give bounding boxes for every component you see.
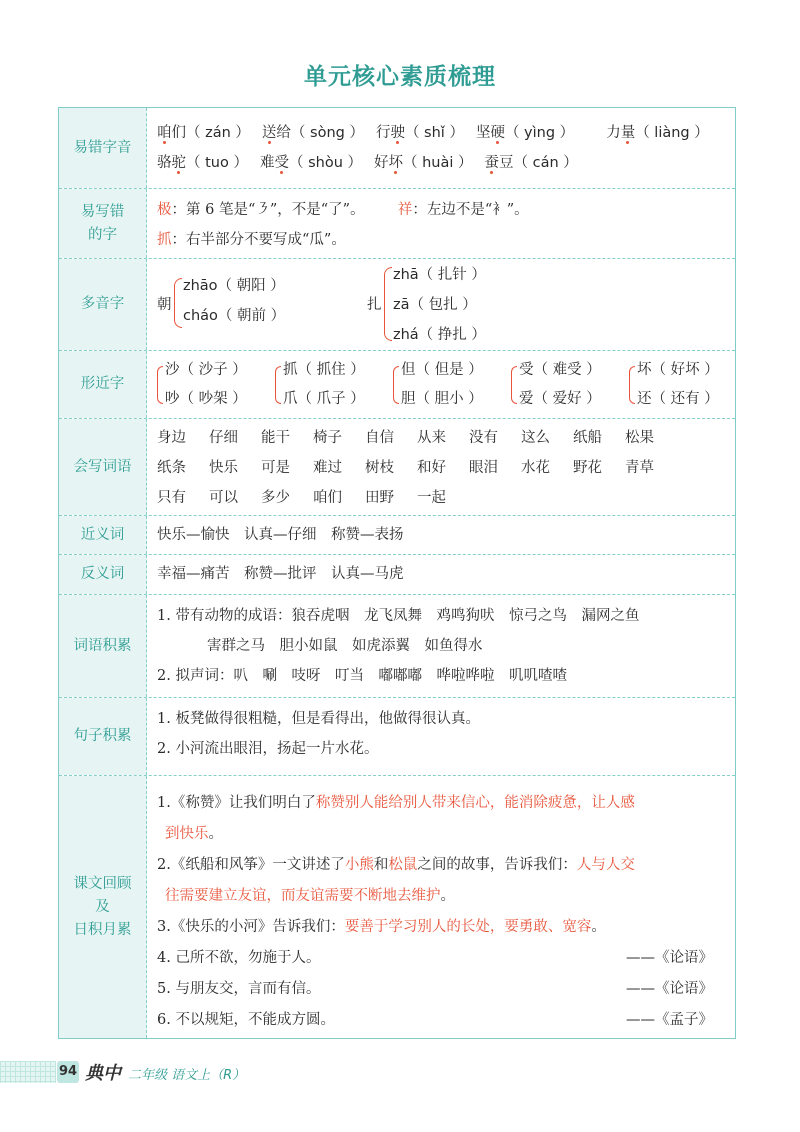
summary-table (58, 107, 736, 1039)
similar-char: 爪（ 爪子 ） (283, 391, 365, 407)
content-line: 1. 板凳做得很粗糙，但是看得出，他做得很认真。 (157, 711, 480, 727)
content-line: 害群之马 胆小如鼠 如虎添翼 如鱼得水 (207, 638, 483, 654)
note-text: ：右半部分不要写成“瓜”。 (171, 232, 346, 248)
content-line: 1. 带有动物的成语：狼吞虎咽 龙飞凤舞 鸡鸣狗吠 惊弓之鸟 漏网之鱼 (157, 608, 640, 624)
similar-char: 抓（ 抓住 ） (283, 362, 365, 378)
row-antonyms (59, 554, 735, 594)
review-item: 1.《称赞》让我们明白了称赞别人能给别人带来信心，能消除疲惫，让人感 (157, 795, 635, 811)
row-label: 会写词语 (59, 419, 147, 515)
vocab-word: 咱们 (313, 490, 342, 506)
row-label: 易写错 的字 (59, 189, 147, 258)
row-word-accumulation (59, 594, 735, 697)
review-item: 4. 己所不欲，勿施于人。 ——《论语》 (157, 943, 725, 974)
reading: zhá（ 挣扎 ） (393, 327, 486, 343)
reading: zā（ 包扎 ） (393, 297, 477, 313)
vocab-word: 和好 (417, 460, 446, 476)
review-item: 6. 不以规矩，不能成方圆。 ——《孟子》 (157, 1005, 725, 1036)
brace (384, 267, 392, 341)
row-label: 形近字 (59, 351, 147, 418)
footer-pattern (0, 1061, 56, 1083)
reading: cháo（ 朝前 ） (183, 308, 286, 324)
pronunciation-item: 送给（ sòng ） (261, 125, 364, 141)
brace (174, 278, 182, 328)
row-content (147, 776, 735, 1038)
similar-char: 沙（ 沙子 ） (165, 362, 247, 378)
row-label: 课文回顾 及 日积月累 (59, 776, 147, 1038)
vocab-word: 眼泪 (469, 460, 498, 476)
content-line: 2. 小河流出眼泪，扬起一片水花。 (157, 741, 379, 757)
review-item: 2.《纸船和风筝》一文讲述了小熊和松鼠之间的故事，告诉我们：人与人交 (157, 857, 635, 873)
pronunciation-item: 蚕豆（ cán ） (484, 155, 578, 171)
vocab-word: 水花 (521, 460, 550, 476)
row-content (147, 419, 735, 515)
citation: ——《论语》 (626, 950, 713, 966)
vocab-word: 纸船 (573, 430, 602, 446)
brace (157, 366, 163, 404)
similar-char: 胆（ 胆小 ） (401, 391, 483, 407)
vocab-word: 纸条 (157, 460, 186, 476)
vocab-word: 难过 (313, 460, 342, 476)
vocab-word: 从来 (417, 430, 446, 446)
vocab-word: 没有 (469, 430, 498, 446)
row-content (147, 698, 735, 775)
brand-logo: 典中 (85, 1063, 121, 1084)
page-footer (0, 1059, 800, 1087)
row-error-pronunciation (59, 108, 735, 188)
vocab-word: 松果 (625, 430, 654, 446)
page-title: 单元核心素质梳理 (304, 64, 496, 90)
row-content (147, 259, 735, 350)
row-similar-chars (59, 350, 735, 418)
row-content (147, 108, 735, 188)
row-sentence-accumulation (59, 697, 735, 775)
brace (629, 366, 635, 404)
brace (393, 366, 399, 404)
brace (275, 366, 281, 404)
pronunciation-item: 难受（ shòu ） (259, 155, 362, 171)
reading: zhāo（ 朝阳 ） (183, 278, 285, 294)
vocab-word: 多少 (261, 490, 290, 506)
vocab-word: 身边 (157, 430, 186, 446)
vocab-word: 可是 (261, 460, 290, 476)
brace (511, 366, 517, 404)
vocab-word: 快乐 (209, 460, 238, 476)
pronunciation-item: 行驶（ shǐ ） (375, 125, 464, 141)
pronunciation-item: 骆驼（ tuo ） (157, 155, 248, 171)
note-text: ：左边不是“衤”。 (412, 202, 529, 218)
vocab-word: 仔细 (209, 430, 238, 446)
similar-char: 但（ 但是 ） (401, 362, 483, 378)
row-content (147, 595, 735, 697)
highlight-char: 祥 (397, 202, 413, 218)
vocab-word: 青草 (625, 460, 654, 476)
row-writing-words (59, 418, 735, 515)
vocab-word: 田野 (365, 490, 394, 506)
review-item: 3.《快乐的小河》告诉我们：要善于学习别人的长处，要勇敢、宽容。 (157, 919, 606, 935)
vocab-word: 这么 (521, 430, 550, 446)
similar-char: 吵（ 吵架 ） (165, 391, 247, 407)
similar-char: 坏（ 好坏 ） (637, 362, 719, 378)
review-item: 5. 与朋友交，言而有信。 ——《论语》 (157, 974, 725, 1005)
vocab-word: 树枝 (365, 460, 394, 476)
row-error-writing (59, 188, 735, 258)
highlight-char: 极 (157, 202, 172, 218)
citation: ——《孟子》 (626, 1012, 713, 1028)
row-content: 快乐—愉快 认真—仔细 称赞—表扬 (157, 527, 404, 543)
row-text-review (59, 775, 735, 1038)
polyphone-char: 扎 (367, 297, 382, 313)
row-label: 近义词 (59, 516, 147, 554)
similar-char: 爱（ 爱好 ） (519, 391, 601, 407)
word-grid (157, 423, 725, 513)
citation: ——《论语》 (626, 981, 713, 997)
row-polyphonic (59, 258, 735, 350)
review-item-cont: 往需要建立友谊，而友谊需要不断地去维护。 (165, 888, 455, 904)
row-content (147, 351, 735, 418)
pronunciation-item: 咱们（ zán ） (157, 125, 250, 141)
pronunciation-item: 坚硬（ yìng ） (475, 125, 575, 141)
pronunciation-item: 好坏（ huài ） (374, 155, 473, 171)
vocab-word: 野花 (573, 460, 602, 476)
similar-char: 还（ 还有 ） (637, 391, 719, 407)
pronunciation-item: 力量（ liàng ） (606, 125, 709, 141)
row-label: 词语积累 (59, 595, 147, 697)
vocab-word: 能干 (261, 430, 290, 446)
row-content (147, 189, 735, 258)
row-synonyms (59, 515, 735, 554)
vocab-word: 一起 (417, 490, 446, 506)
similar-char: 受（ 难受 ） (519, 362, 601, 378)
vocab-word: 椅子 (313, 430, 342, 446)
row-label: 易错字音 (59, 108, 147, 188)
highlight-char: 抓 (157, 232, 172, 248)
row-label: 句子积累 (59, 698, 147, 775)
vocab-word: 自信 (365, 430, 394, 446)
reading: zhā（ 扎针 ） (393, 267, 486, 283)
vocab-word: 可以 (209, 490, 238, 506)
row-content: 幸福—痛苦 称赞—批评 认真—马虎 (157, 566, 404, 582)
row-label: 反义词 (59, 555, 147, 594)
page-number: 94 (57, 1061, 79, 1083)
footer-text: 二年级 语文上（R） (128, 1068, 246, 1083)
polyphone-char: 朝 (157, 297, 172, 313)
note-text: ：第 6 笔是“㇋”，不是“了”。 (171, 202, 365, 218)
review-item-cont: 到快乐。 (165, 826, 223, 842)
vocab-word: 只有 (157, 490, 186, 506)
content-line: 2. 拟声词：叭 唰 吱呀 叮当 嘟嘟嘟 哗啦哗啦 叽叽喳喳 (157, 668, 567, 684)
row-label: 多音字 (59, 259, 147, 350)
